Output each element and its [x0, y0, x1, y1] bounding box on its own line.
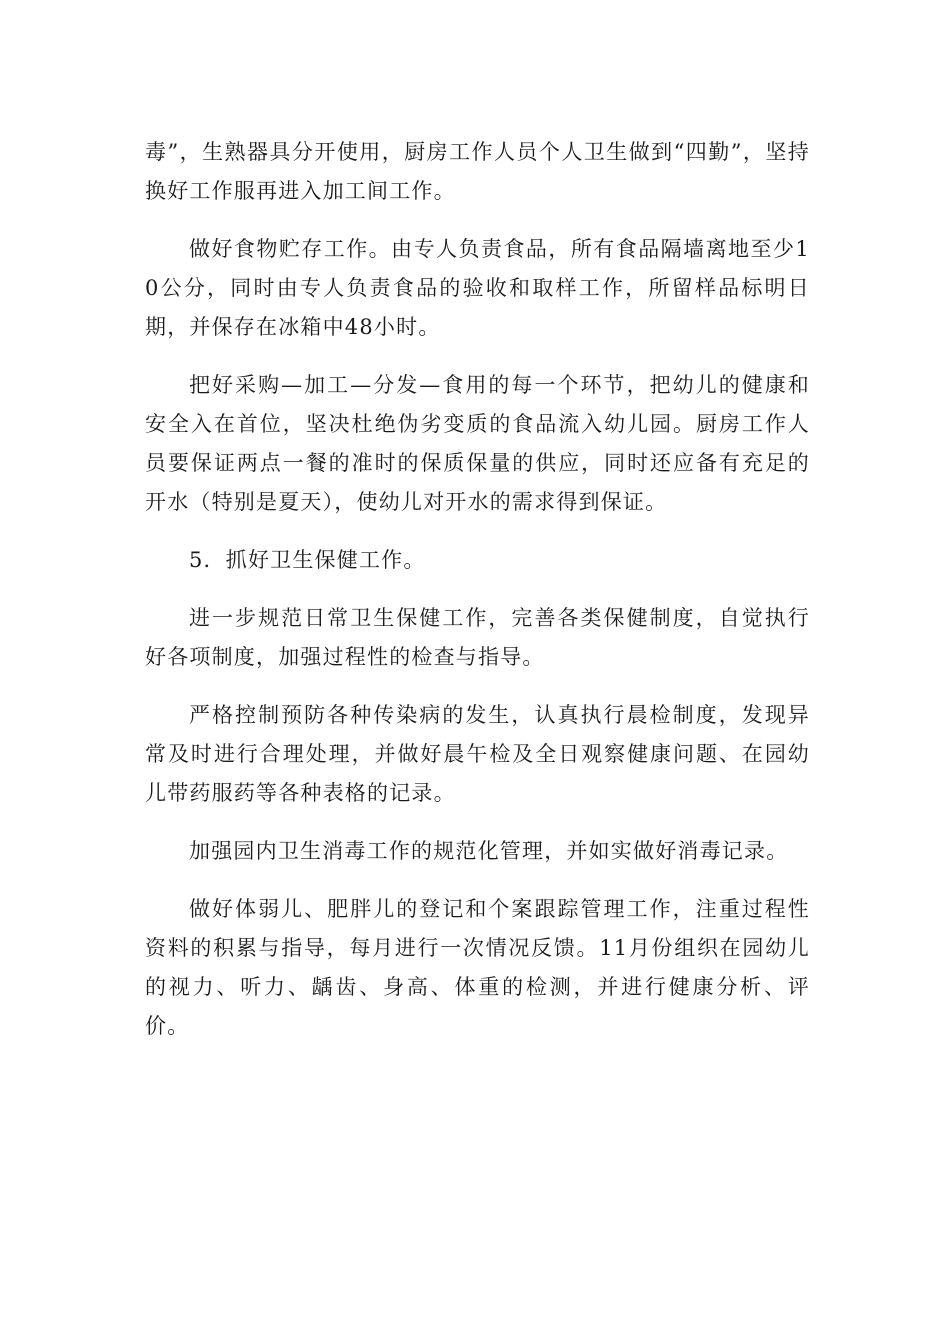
paragraph-health-regulations: 进一步规范日常卫生保健工作，完善各类保健制度，自觉执行好各项制度，加强过程性的检查与指导。 — [145, 606, 810, 669]
document-body — [145, 133, 810, 1065]
paragraph-food-storage: 做好食物贮存工作。由专人负责食品，所有食品隔墙离地至少10公分，同时由专人负责食品的验收和取样工作，所留样品标明日期，并保存在冰箱中48小时。 — [145, 237, 810, 339]
section-heading-health-care: 5．抓好卫生保健工作。 — [189, 548, 426, 572]
paragraph-procurement: 把好采购—加工—分发—食用的每一个环节，把幼儿的健康和安全入在首位，坚决杜绝伪劣变质的食品流入幼儿园。厨房工作人员要保证两点一餐的准时的保质保量的供应，同时还应备有充足的开水（特别是夏天），使幼儿对开水的需求得到保证。 — [145, 373, 810, 514]
paragraph-child-tracking: 做好体弱儿、肥胖儿的登记和个案跟踪管理工作，注重过程性资料的积累与指导，每月进行一次情况反馈。11月份组织在园幼儿的视力、听力、龋齿、身高、体重的检测，并进行健康分析、评价。 — [145, 897, 810, 1038]
paragraph-disinfection: 加强园内卫生消毒工作的规范化管理，并如实做好消毒记录。 — [189, 839, 789, 863]
paragraph-continuation: 毒”，生熟器具分开使用，厨房工作人员个人卫生做到“四勤”，坚持换好工作服再进入加工间工作。 — [145, 140, 810, 203]
paragraph-disease-prevention: 严格控制预防各种传染病的发生，认真执行晨检制度，发现异常及时进行合理处理，并做好晨午检及全日观察健康问题、在园幼儿带药服药等各种表格的记录。 — [145, 703, 810, 805]
